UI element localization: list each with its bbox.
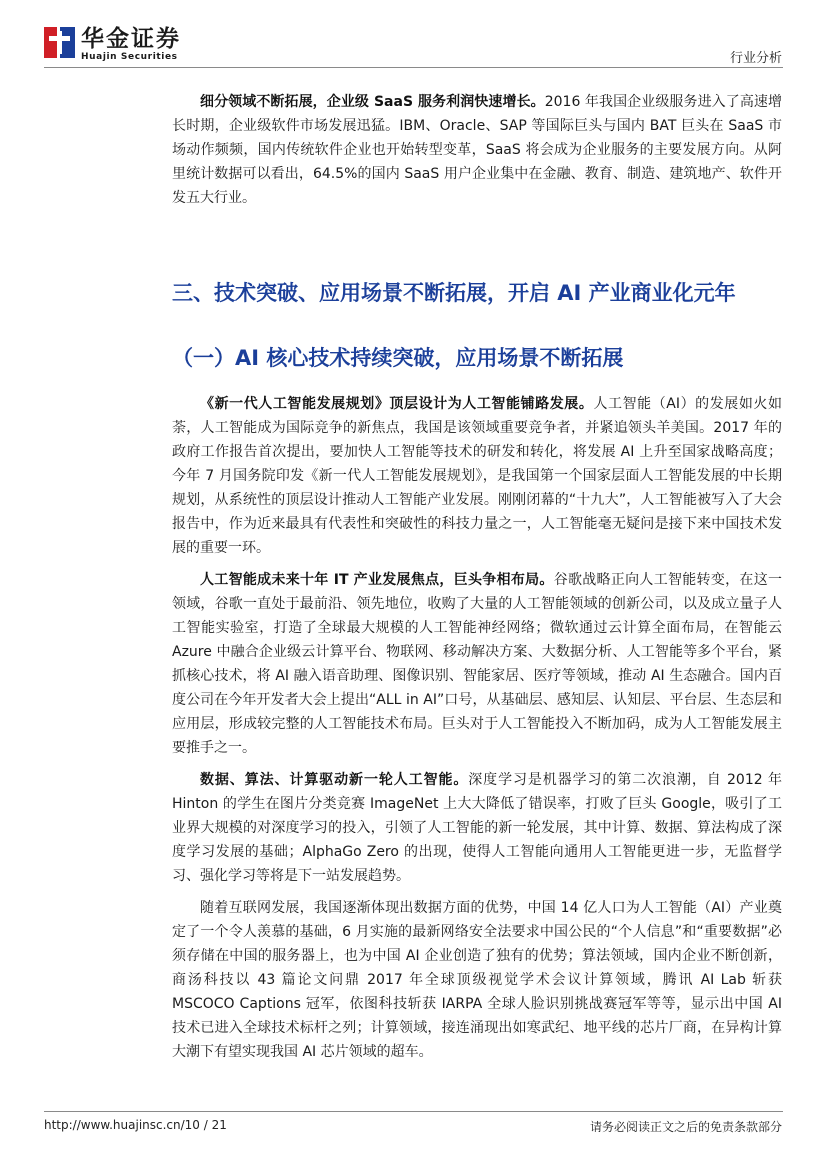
ai-section-body bbox=[172, 392, 782, 1064]
paragraph-giants-lead: 人工智能成未来十年 IT 产业发展焦点，巨头争相布局。 bbox=[200, 572, 554, 588]
paragraph-giants-body: 谷歌战略正向人工智能转变，在这一领域，谷歌一直处于最前沿、领先地位，收购了大量的人工智能领域的创新公司，以及成立量子人工智能实验室，打造了全球最大规模的人工智能神经网络；微软通过云计算全面布局，在智能云 Azure 中融合企业级云计算平台、物联网、移动解决方案、大数据分析、人工智能等多个平台，紧抓核心技术，将 AI 融入语音助理、图像识别、智能家居、医疗等领域，推动 AI 生态融合。国内百度公司在今年开发者大会上提出“ALL in AI”口号，从基础层、感知层、认知层、平台层、生态层和应用层，形成较完整的人工智能技术布局。巨头对于人工智能投入不断加码，成为人工智能发展主要推手之一。 bbox=[172, 572, 782, 756]
report-type-label: 行业分析 bbox=[729, 51, 782, 66]
header-divider bbox=[44, 67, 783, 68]
paragraph-deep-learning-body: 深度学习是机器学习的第二次浪潮，自 2012 年 Hinton 的学生在图片分类竞赛 ImageNet 上大大降低了错误率，打败了巨头 Google，吸引了工业界大规模的对深度学习的投入，引领了人工智能的新一轮发展，其中计算、数据、算法构成了深度学习发展的基础；AlphaGo Zero 的出现，使得人工智能向通用人工智能更进一步，无监督学习、强化学习等将是下一站发展趋势。 bbox=[172, 772, 782, 884]
page-footer bbox=[0, 1108, 827, 1148]
logo-mark-icon bbox=[44, 27, 75, 58]
paragraph-policy-lead: 《新一代人工智能发展规划》顶层设计为人工智能铺路发展。 bbox=[200, 396, 594, 412]
logo-english-name: Huajin Securities bbox=[81, 52, 178, 62]
paragraph-deep-learning-lead: 数据、算法、计算驱动新一轮人工智能。 bbox=[200, 772, 469, 788]
paragraph-saas-body: 2016 年我国企业级服务进入了高速增长时期，企业级软件市场发展迅猛。IBM、Oracle、SAP 等国际巨头与国内 BAT 巨头在 SaaS 市场动作频频，国内传统软件企业也开始转型变革，SaaS 将会成为企业服务的主要发展方向。从阿里统计数据可以看出，64.5%的国内 SaaS 用户企业集中在金融、教育、制造、建筑地产、软件开发五大行业。 bbox=[172, 94, 782, 206]
footer-url-page: http://www.huajinsc.cn/10 / 21 bbox=[44, 1118, 227, 1132]
page-header bbox=[0, 0, 827, 72]
logo-chinese-name: 华金证券 bbox=[81, 26, 181, 52]
paragraph-china-advantage: 随着互联网发展，我国逐渐体现出数据方面的优势，中国 14 亿人口为人工智能（AI）产业奠定了一个令人羡慕的基础，6 月实施的最新网络安全法要求中国公民的“个人信息”和“重要数据”必须存储在中国的服务器上，也为中国 AI 企业创造了独有的优势；算法领域，国内企业不断创新，商汤科技以 43 篇论文问鼎 2017 年全球顶级视觉学术会议计算领域，腾讯 AI Lab 斩获 MSCOCO Captions 冠军，依图科技斩获 IARPA 全球人脸识别挑战赛冠军等等，显示出中国 AI 技术已进入全球技术标杆之列；计算领域，接连涌现出如寒武纪、地平线的芯片厂商，在异构计算大潮下有望实现我国 AI 芯片领域的超车。 bbox=[172, 900, 782, 1060]
paragraph-saas bbox=[172, 90, 782, 210]
paragraph-deep-learning bbox=[172, 768, 782, 888]
subsection-heading-1: （一）AI 核心技术持续突破，应用场景不断拓展 bbox=[172, 346, 624, 370]
intro-section bbox=[172, 90, 782, 210]
company-logo bbox=[44, 27, 181, 62]
paragraph-saas-lead: 细分领域不断拓展，企业级 SaaS 服务利润快速增长。 bbox=[200, 94, 545, 110]
footer-divider bbox=[44, 1111, 783, 1112]
section-heading-3: 三、技术突破、应用场景不断拓展，开启 AI 产业商业化元年 bbox=[172, 281, 736, 305]
paragraph-giants bbox=[172, 568, 782, 760]
footer-disclaimer: 请务必阅读正文之后的免责条款部分 bbox=[589, 1120, 782, 1134]
paragraph-policy bbox=[172, 392, 782, 560]
paragraph-policy-body: 人工智能（AI）的发展如火如荼，人工智能成为国际竞争的新焦点，我国是该领域重要竞争者，并紧追领头羊美国。2017 年的政府工作报告首次提出，要加快人工智能等技术的研发和转化，将发展 AI 上升至国家战略高度；今年 7 月国务院印发《新一代人工智能发展规划》，是我国第一个国家层面人工智能发展的中长期规划，从系统性的顶层设计推动人工智能产业发展。刚刚闭幕的“十九大”，人工智能被写入了大会报告中，作为近来最具有代表性和突破性的科技力量之一，人工智能毫无疑问是接下来中国技术发展的重要一环。 bbox=[172, 396, 782, 556]
